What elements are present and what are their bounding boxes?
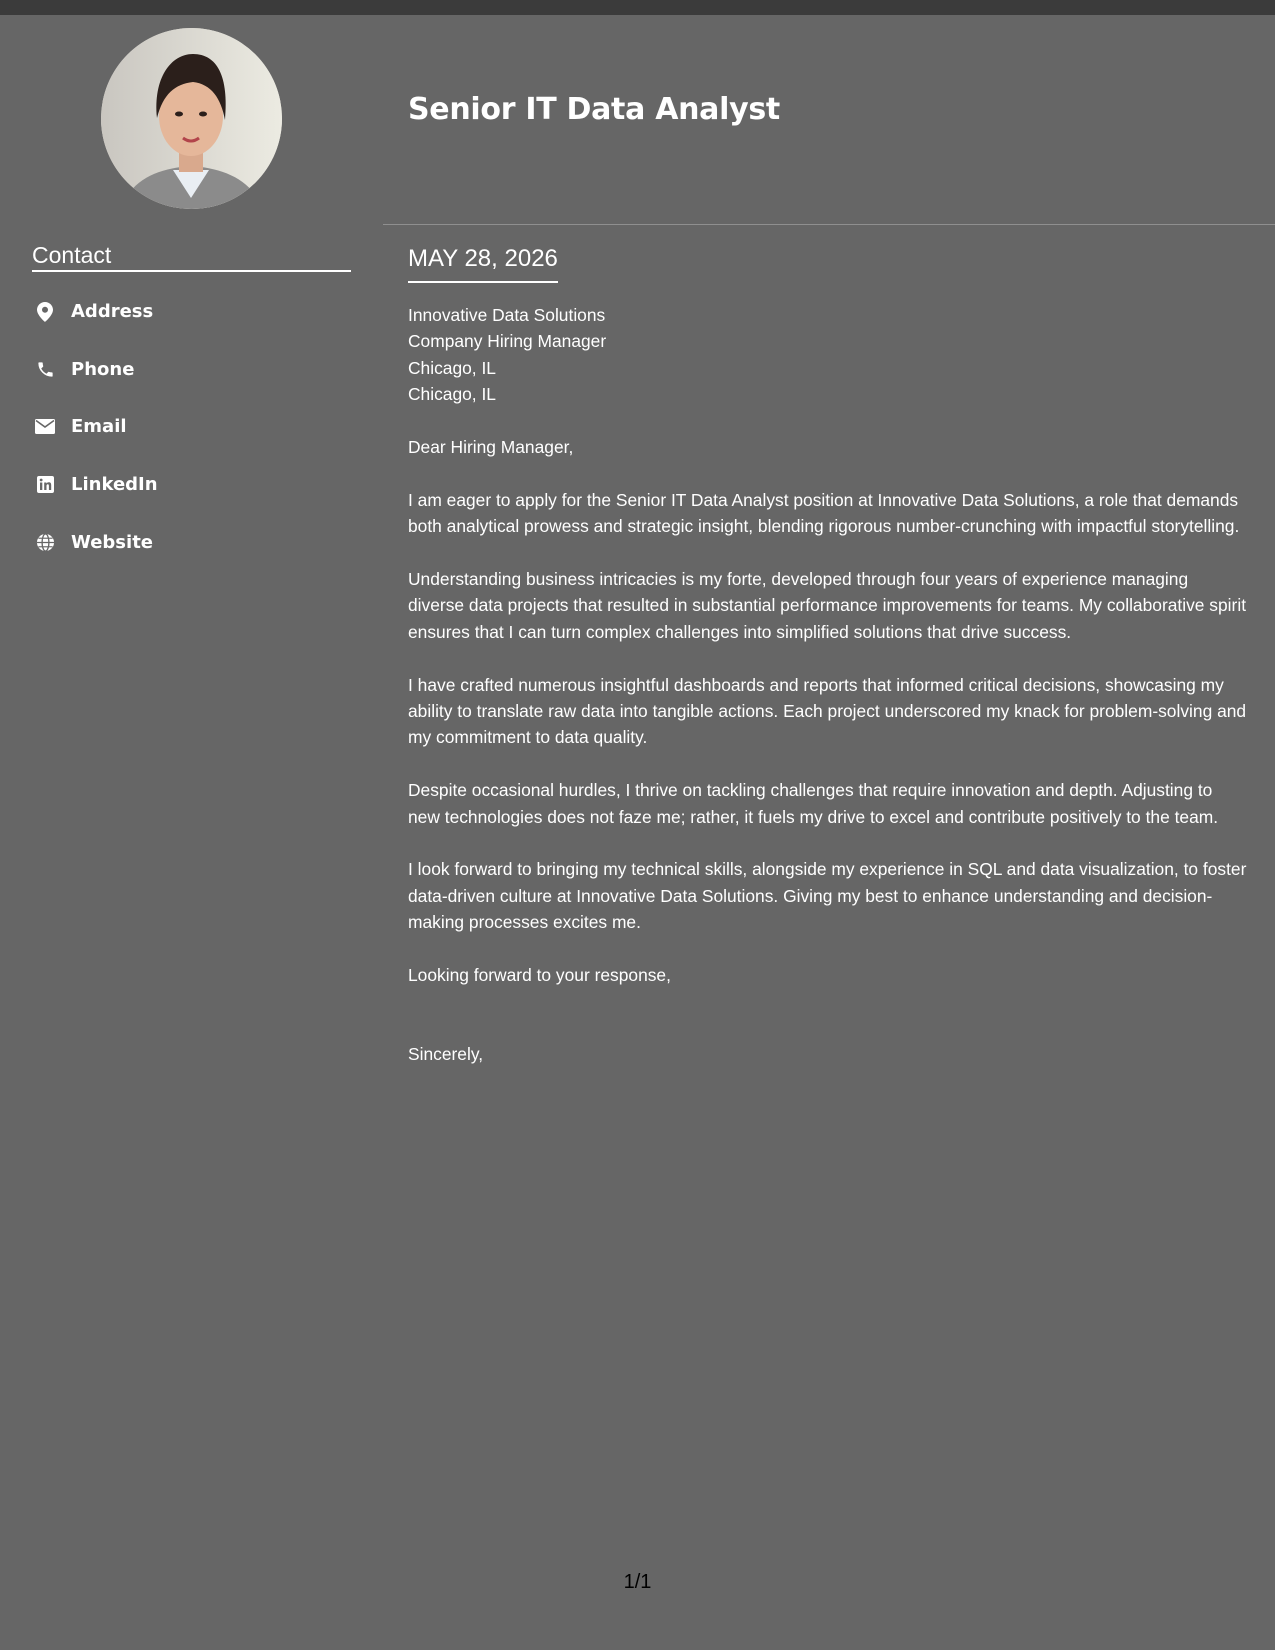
contact-label: Email [71, 416, 127, 438]
header-divider [383, 224, 1275, 225]
page-number: 1/1 [623, 1571, 652, 1593]
contact-label: LinkedIn [71, 474, 158, 496]
letter-paragraph: I am eager to apply for the Senior IT Data Analyst position at Innovative Data Solutions, a role that demands both analytical prowess and strategic insight, blending rigorous number-crunching with impactful storytelling. [408, 489, 1240, 537]
contact-label: Phone [71, 358, 135, 380]
letter-paragraph: Despite occasional hurdles, I thrive on tackling challenges that require innovation and depth. Adjusting to new technologies does not faze me; rather, it fuels my drive to excel and contribute positively to the team. [408, 780, 1219, 827]
contact-label: Website [71, 531, 154, 553]
profile-photo [101, 28, 282, 209]
letter-date: MAY 28, 2026 [408, 244, 558, 283]
map-pin-icon [32, 299, 58, 325]
recipient-company: Innovative Data Solutions [408, 305, 606, 325]
linkedin-icon [32, 472, 58, 498]
job-title: Senior IT Data Analyst [408, 92, 780, 127]
recipient-title: Company Hiring Manager [408, 331, 607, 352]
phone-icon [32, 356, 58, 382]
recipient-block [408, 302, 1248, 408]
contact-item-website[interactable] [32, 513, 352, 571]
recipient-city: Chicago, IL [408, 384, 496, 405]
letter-paragraph: I have crafted numerous insightful dashboards and reports that informed critical decisions, showcasing my ability to translate raw data into tangible actions. Each project underscored my knack for problem-solving and my commitment to data quality. [408, 674, 1247, 748]
contact-item-address[interactable] [32, 283, 352, 341]
contact-item-phone[interactable] [32, 341, 352, 399]
letter-body [408, 302, 1248, 1094]
globe-icon [32, 529, 58, 555]
top-bar [0, 0, 1275, 15]
recipient-city: Chicago, IL [408, 357, 496, 378]
closing-line: Looking forward to your response, [408, 965, 671, 986]
envelope-icon [32, 414, 58, 440]
letter-paragraph: Understanding business intricacies is my forte, developed through four years of experience managing diverse data projects that resulted in substantial performance improvements for teams. My collaborative spirit ensures that I can turn complex challenges into simplified solutions that drive success. [408, 569, 1247, 642]
contact-heading: Contact [32, 241, 351, 272]
letter-paragraph: I look forward to bringing my technical skills, alongside my experience in SQL and data visualization, to foster data-driven culture at Innovative Data Solutions. Giving my best to enhance understanding and decision-making processes excites me. [408, 859, 1247, 933]
signoff: Sincerely, [408, 1044, 484, 1065]
contact-item-linkedin[interactable] [32, 456, 352, 514]
contact-label: Address [71, 301, 154, 323]
sidebar [0, 15, 383, 1650]
contact-item-email[interactable] [32, 398, 352, 456]
contact-list [32, 283, 352, 571]
salutation: Dear Hiring Manager, [408, 437, 574, 458]
